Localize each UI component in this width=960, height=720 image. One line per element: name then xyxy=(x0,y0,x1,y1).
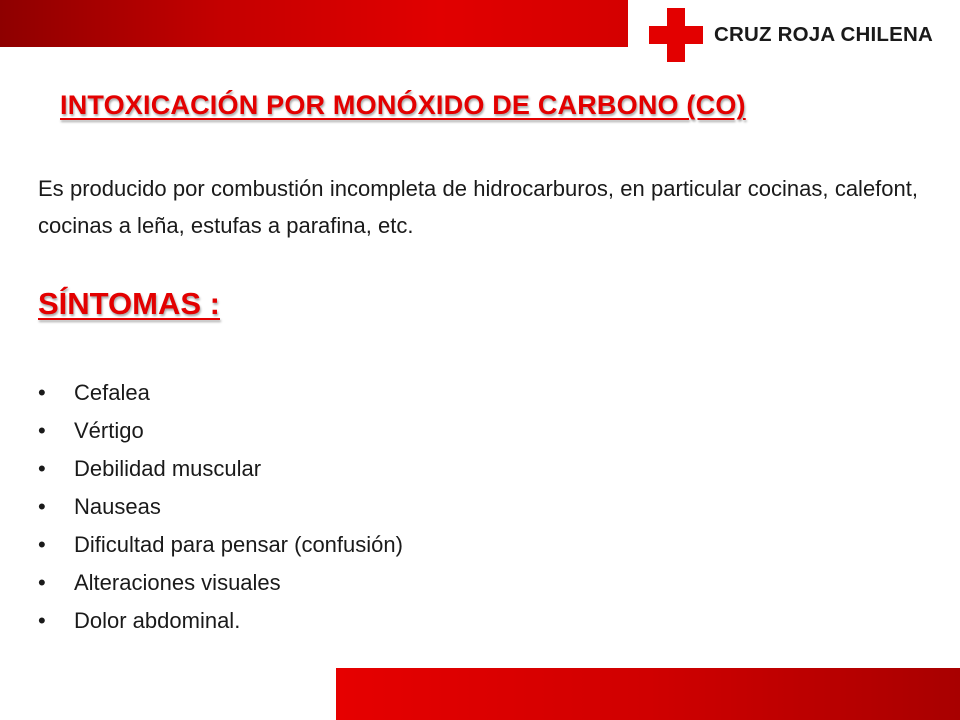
symptom-list xyxy=(38,374,598,640)
symptom-text: Vértigo xyxy=(74,418,144,443)
list-item xyxy=(38,450,598,488)
bullet-icon: • xyxy=(38,608,46,633)
list-item xyxy=(38,564,598,602)
list-item xyxy=(38,374,598,412)
bullet-icon: • xyxy=(38,532,46,557)
list-item xyxy=(38,602,598,640)
bullet-icon: • xyxy=(38,494,46,519)
symptom-text: Cefalea xyxy=(74,380,150,405)
symptom-text: Debilidad muscular xyxy=(74,456,262,481)
slide-title: INTOXICACIÓN POR MONÓXIDO DE CARBONO (CO) xyxy=(60,90,746,120)
list-item xyxy=(38,488,598,526)
symptom-text: Nauseas xyxy=(74,494,161,519)
list-item xyxy=(38,412,598,450)
symptom-text: Alteraciones visuales xyxy=(74,570,281,595)
bullet-icon: • xyxy=(38,380,46,405)
brand-logo xyxy=(648,3,948,67)
bullet-icon: • xyxy=(38,456,46,481)
bullet-icon: • xyxy=(38,570,46,595)
intro-paragraph: Es producido por combustión incompleta de hidrocarburos, en particular cocinas, calefont, cocinas a leña, estufas a parafina, etc. xyxy=(38,176,918,238)
bottom-decorative-bar xyxy=(336,668,960,720)
list-item xyxy=(38,526,598,564)
brand-name: CRUZ ROJA CHILENA xyxy=(714,23,934,46)
symptom-text: Dificultad para pensar (confusión) xyxy=(74,532,403,557)
red-cross-icon xyxy=(648,7,704,63)
top-decorative-bar xyxy=(0,0,628,47)
symptoms-heading: SÍNTOMAS : xyxy=(38,286,220,321)
symptom-text: Dolor abdominal. xyxy=(74,608,241,633)
bullet-icon: • xyxy=(38,418,46,443)
